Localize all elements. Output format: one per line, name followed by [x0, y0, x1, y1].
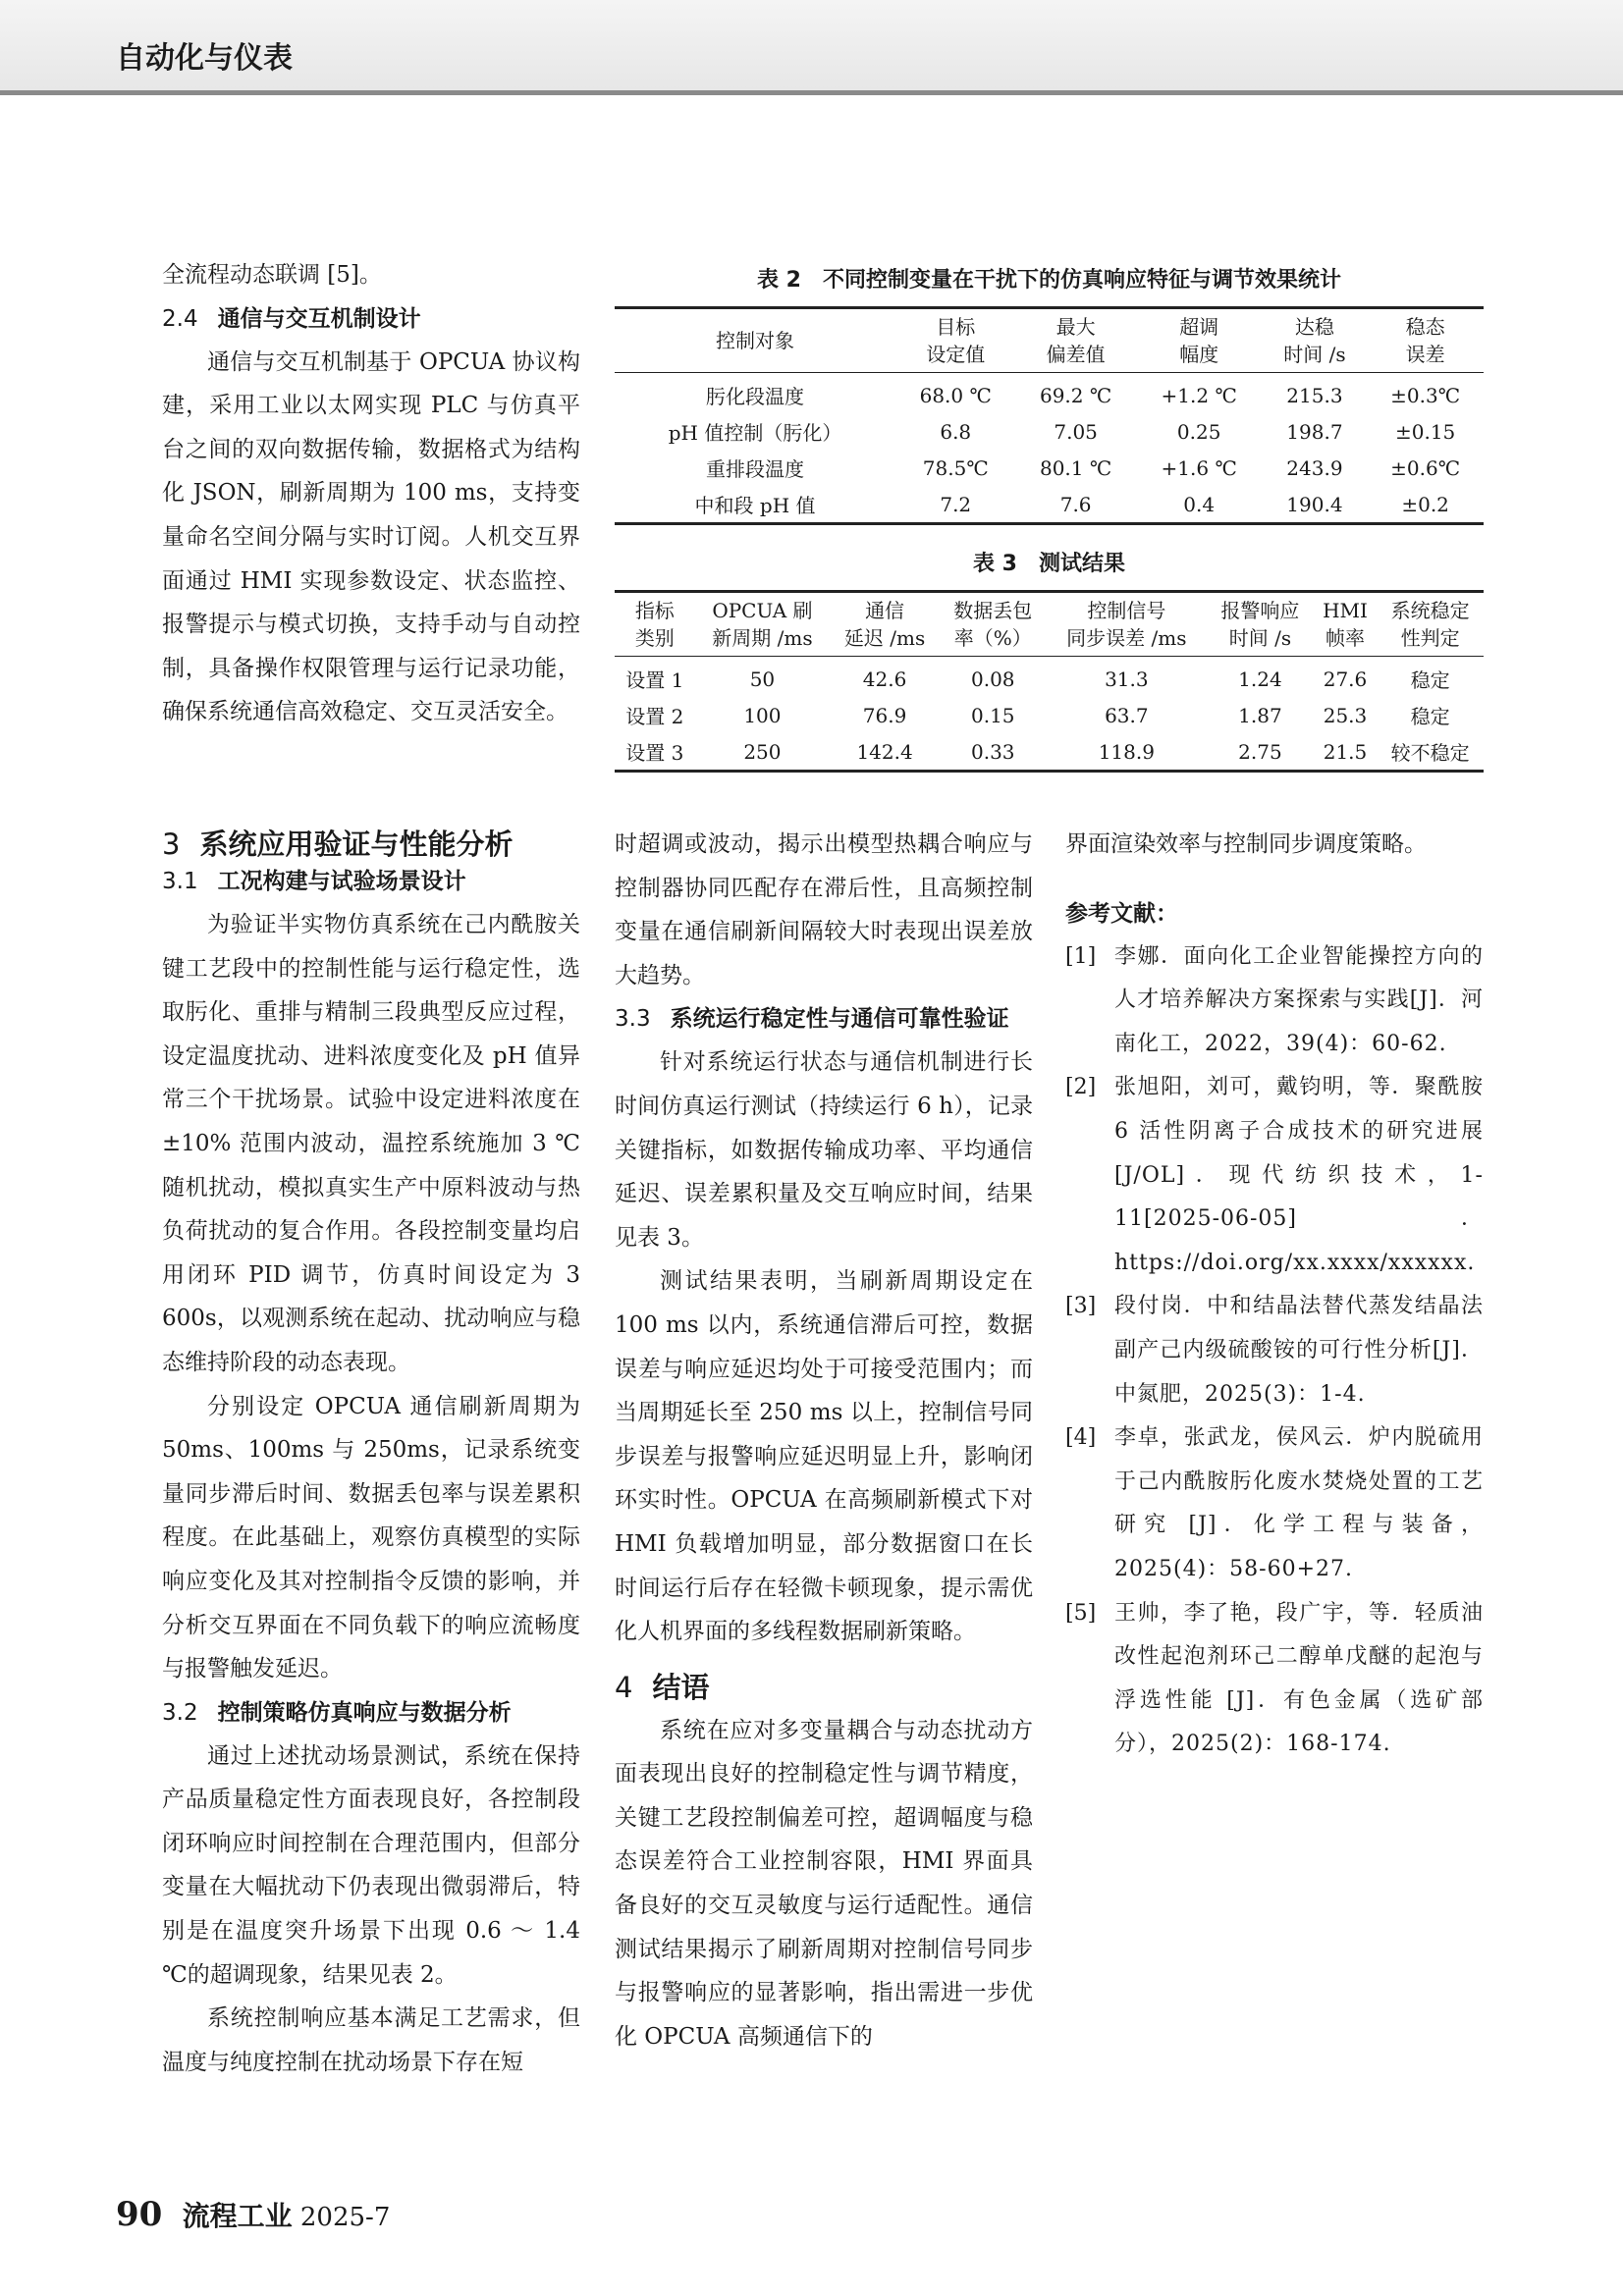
table-cell: +1.2 ℃ — [1161, 383, 1237, 407]
column-header-line: 时间 /s — [1283, 343, 1346, 366]
column-header-line: OPCUA 刷 — [712, 599, 813, 622]
right-column — [1065, 823, 1484, 1767]
table-cell: 7.2 — [940, 492, 972, 516]
column-header-line: 报警响应 — [1220, 599, 1300, 622]
table-cell: 0.4 — [1183, 492, 1216, 516]
column-header — [615, 592, 695, 657]
table-cell: 25.3 — [1323, 703, 1368, 727]
table-cell: 较不稳定 — [1390, 741, 1470, 765]
table-cell: 1.87 — [1238, 703, 1282, 727]
column-header-line: 指标 — [634, 599, 675, 622]
column-header — [1207, 592, 1314, 657]
table-header-row — [615, 308, 1484, 373]
table-cell: 69.2 ℃ — [1039, 383, 1112, 407]
table-cell: ±0.2 — [1401, 492, 1449, 516]
column-header-line: 类别 — [634, 626, 675, 650]
section-number: 3.2 — [162, 1699, 198, 1726]
reference-text: 段付岗．中和结晶法替代蒸发结晶法副产己内级硫酸铵的可行性分析[J]．中氮肥，2025(3)：1-4. — [1114, 1294, 1484, 1407]
section-3-3-heading — [615, 997, 1033, 1041]
page-header — [0, 0, 1623, 95]
reference-text: 张旭阳，刘可，戴钧明，等．聚酰胺 6 活性阴离子合成技术的研究进展 [J/OL]．现代纺织技术，1-11[2025-06-05]．https://doi.org/xx.xxxx/xxxxxx. — [1114, 1075, 1484, 1275]
table-cell: 76.9 — [862, 703, 907, 727]
reference-text: 李娜．面向化工企业智能操控方向的人才培养解决方案探索与实践[J]．河南化工，2022，39(4)：60-62. — [1114, 943, 1484, 1056]
reference-number: [1] — [1065, 943, 1097, 969]
reference-text: 王帅，李了艳，段广宇，等．轻质油改性起泡剂环己二醇单戊醚的起泡与浮选性能 [J]．有色金属（选矿部分），2025(2)：168-174. — [1114, 1600, 1484, 1757]
table-2 — [615, 306, 1484, 525]
table-cell: 0.25 — [1176, 419, 1221, 444]
table-cell: 42.6 — [862, 667, 907, 691]
table-2-title: 表 2 不同控制变量在干扰下的仿真响应特征与调节效果统计 — [757, 268, 1341, 293]
section-number: 3.3 — [615, 1006, 651, 1033]
reference-item — [1065, 935, 1484, 1067]
table-cell: 27.6 — [1323, 667, 1368, 691]
column-header-line: 通信 — [865, 599, 905, 622]
column-header-line: 偏差值 — [1046, 343, 1106, 366]
table-cell: 31.3 — [1105, 667, 1149, 691]
column-header-line: 最大 — [1055, 315, 1096, 339]
section-title: 系统运行稳定性与通信可靠性验证 — [670, 1006, 1009, 1033]
table-row — [615, 657, 1484, 698]
reference-list — [1065, 935, 1484, 1767]
table-cell: 中和段 pH 值 — [694, 494, 816, 517]
section-number: 3.1 — [162, 869, 198, 894]
column-header — [1047, 592, 1207, 657]
table-cell: pH 值控制（肟化） — [668, 421, 842, 445]
reference-number: [3] — [1065, 1294, 1097, 1319]
column-header-line: 系统稳定 — [1390, 599, 1470, 622]
column-header-line: 同步误差 /ms — [1066, 626, 1187, 650]
table-cell: 63.7 — [1105, 703, 1149, 727]
page-number: 90 — [116, 2195, 163, 2234]
column-header — [895, 308, 1015, 373]
column-header-line: HMI — [1323, 599, 1368, 622]
table-3-title: 表 3 测试结果 — [973, 552, 1125, 576]
column-header — [1377, 592, 1484, 657]
column-header-line: 控制对象 — [716, 329, 795, 352]
table-cell: 稳定 — [1410, 668, 1450, 692]
reference-item — [1065, 1066, 1484, 1285]
column-header-line: 延迟 /ms — [843, 626, 926, 650]
table-cell: 1.24 — [1238, 667, 1282, 691]
section-title: 结语 — [652, 1670, 710, 1704]
references-heading: 参考文献： — [1065, 900, 1178, 927]
section-2-4-heading — [162, 297, 580, 341]
column-header-line: 幅度 — [1179, 343, 1219, 366]
table-cell: 80.1 ℃ — [1039, 455, 1112, 480]
paragraph: 界面渲染效率与控制同步调度策略。 — [1065, 831, 1427, 857]
column-header-line: 率（%） — [953, 626, 1032, 650]
table-cell: 6.8 — [940, 419, 972, 444]
table-cell: ±0.3℃ — [1390, 383, 1461, 407]
reference-number: [4] — [1065, 1425, 1097, 1451]
table-row — [615, 733, 1484, 772]
section-title: 工况构建与试验场景设计 — [217, 869, 466, 894]
column-header-line: 数据丢包 — [953, 599, 1033, 622]
table-row — [615, 450, 1484, 486]
reference-number: [2] — [1065, 1075, 1097, 1100]
reference-item — [1065, 1592, 1484, 1767]
section-title: 控制策略仿真响应与数据分析 — [217, 1699, 512, 1726]
table-cell: 7.05 — [1054, 419, 1098, 444]
table-cell: 设置 2 — [625, 705, 684, 728]
table-cell: 100 — [743, 703, 782, 727]
section-number: 3 — [162, 828, 181, 861]
column-header — [1367, 308, 1484, 373]
table-cell: 0.08 — [971, 667, 1015, 691]
table-3 — [615, 590, 1484, 773]
column-header — [940, 592, 1047, 657]
table-cell: 设置 3 — [625, 741, 684, 765]
column-header — [695, 592, 831, 657]
table-cell: 198.7 — [1286, 419, 1343, 444]
section-title: 系统应用验证与性能分析 — [199, 828, 514, 861]
table-cell: 21.5 — [1323, 739, 1368, 764]
journal-section-title: 自动化与仪表 — [116, 41, 293, 76]
paragraph: 测试结果表明，当刷新周期设定在 100 ms 以内，系统通信滞后可控，数据误差与响应延迟均处于可接受范围内；而当周期延长至 250 ms 以上，控制信号同步误差与报警响应延迟明显上升，影响闭环实时性。OPCUA 在高频刷新模式下对 HMI 负载增加明显，部分数据窗口在长时间运行后存在轻微卡顿现象，提示需优化人机界面的多线程数据刷新策略。 — [615, 1268, 1033, 1645]
column-header-line: 时间 /s — [1228, 626, 1292, 650]
table-cell: 50 — [749, 667, 776, 691]
table-cell: 0.33 — [971, 739, 1015, 764]
left-column-bottom — [162, 823, 580, 2084]
paragraph: 通过上述扰动场景测试，系统在保持产品质量稳定性方面表现良好，各控制段闭环响应时间控制在合理范围内，但部分变量在大幅扰动下仍表现出微弱滞后，特别是在温度突升场景下出现 0.6 ～ 1.4 ℃的超调现象，结果见表 2。 — [162, 1742, 580, 1988]
table-cell: 250 — [743, 739, 782, 764]
section-number: 4 — [615, 1670, 633, 1704]
paragraph: 系统控制响应基本满足工艺需求，但温度与纯度控制在扰动场景下存在短 — [162, 2005, 580, 2075]
table-cell: 重排段温度 — [706, 457, 805, 481]
column-header-line: 达稳 — [1294, 315, 1334, 339]
table-row — [615, 697, 1484, 733]
table-cell: 设置 1 — [625, 668, 684, 692]
column-header-line: 目标 — [936, 315, 976, 339]
table-row — [615, 413, 1484, 450]
table-cell: 243.9 — [1286, 455, 1343, 480]
issue-date: 2025-7 — [299, 2203, 391, 2232]
section-title: 通信与交互机制设计 — [217, 305, 421, 332]
left-column-top — [162, 253, 580, 734]
column-header-line: 误差 — [1405, 343, 1445, 366]
section-3-1-heading — [162, 860, 580, 903]
column-header — [615, 308, 895, 373]
table-cell: 215.3 — [1286, 383, 1343, 407]
column-header — [1136, 308, 1263, 373]
paragraph: 为验证半实物仿真系统在己内酰胺关键工艺段中的控制性能与运行稳定性，选取肟化、重排与精制三段典型反应过程，设定温度扰动、进料浓度变化及 pH 值异常三个干扰场景。试验中设定进料浓度在 ±10% 范围内波动，温控系统施加 3 ℃随机扰动，模拟真实生产中原料波动与热负荷扰动的复合作用。各段控制变量均启用闭环 PID 调节，仿真时间设定为 3 600s，以观测系统在起动、扰动响应与稳态维持阶段的动态表现。 — [162, 912, 580, 1375]
section-number: 2.4 — [162, 305, 198, 332]
column-header-line: 帧率 — [1325, 626, 1365, 650]
column-header — [830, 592, 940, 657]
table-cell: 78.5℃ — [922, 455, 989, 480]
column-header-line: 性判定 — [1400, 626, 1460, 650]
table-cell: 稳定 — [1410, 705, 1450, 728]
table-cell: 2.75 — [1238, 739, 1282, 764]
table-cell: 68.0 ℃ — [919, 383, 992, 407]
paragraph: 针对系统运行状态与通信机制进行长时间仿真运行测试（持续运行 6 h），记录关键指标，如数据传输成功率、平均通信延迟、误差累积量及交互响应时间，结果见表 3。 — [615, 1049, 1033, 1251]
table-row — [615, 373, 1484, 414]
table-cell: ±0.15 — [1394, 419, 1456, 444]
paragraph: 分别设定 OPCUA 通信刷新周期为 50ms、100ms 与 250ms，记录系统变量同步滞后时间、数据丢包率与误差累积程度。在此基础上，观察仿真模型的实际响应变化及其对控制指令反馈的影响，并分析交互界面在不同负载下的响应流畅度与报警触发延迟。 — [162, 1393, 580, 1682]
section-3-2-heading — [162, 1691, 580, 1735]
table-cell: 190.4 — [1286, 492, 1343, 516]
table-cell: 142.4 — [856, 739, 913, 764]
table-cell: 118.9 — [1098, 739, 1155, 764]
journal-name: 流程工业 — [182, 2200, 293, 2232]
table-cell: ±0.6℃ — [1390, 455, 1461, 480]
paragraph: 通信与交互机制基于 OPCUA 协议构建，采用工业以太网实现 PLC 与仿真平台之间的双向数据传输，数据格式为结构化 JSON，刷新周期为 100 ms，支持变量命名空间分隔与实时订阅。人机交互界面通过 HMI 实现参数设定、状态监控、报警提示与模式切换，支持手动与自动控制，具备操作权限管理与运行记录功能，确保系统通信高效稳定、交互灵活安全。 — [162, 348, 580, 725]
paragraph: 系统在应对多变量耦合与动态扰动方面表现出良好的控制稳定性与调节精度，关键工艺段控制偏差可控，超调幅度与稳态误差符合工业控制容限，HMI 界面具备良好的交互灵敏度与运行适配性。通信测试结果揭示了刷新周期对控制信号同步与报警响应的显著影响，指出需进一步优化 OPCUA 高频通信下的 — [615, 1717, 1033, 2050]
column-header-line: 设定值 — [926, 343, 986, 366]
column-header-line: 稳态 — [1405, 315, 1445, 339]
column-header-line: 新周期 /ms — [712, 626, 813, 650]
paragraph: 全流程动态联调 [5]。 — [162, 262, 382, 288]
column-header — [1314, 592, 1377, 657]
reference-number: [5] — [1065, 1600, 1097, 1626]
paragraph: 时超调或波动，揭示出模型热耦合响应与控制器协同匹配存在滞后性，且高频控制变量在通信刷新间隔较大时表现出误差放大趋势。 — [615, 831, 1033, 988]
column-header — [1015, 308, 1135, 373]
table-cell: 肟化段温度 — [706, 385, 805, 408]
table-cell: 7.6 — [1059, 492, 1092, 516]
column-header — [1263, 308, 1368, 373]
middle-column — [615, 823, 1033, 2058]
table-row — [615, 486, 1484, 524]
table-cell: +1.6 ℃ — [1161, 455, 1237, 480]
column-header-line: 超调 — [1179, 315, 1219, 339]
column-header-line: 控制信号 — [1087, 599, 1166, 622]
section-4-heading — [615, 1666, 1033, 1709]
table-header-row — [615, 592, 1484, 657]
reference-item — [1065, 1416, 1484, 1591]
reference-text: 李卓，张武龙，侯风云．炉内脱硫用于己内酰胺肟化废水焚烧处置的工艺研究 [J]．化学工程与装备，2025(4)：58-60+27. — [1114, 1425, 1484, 1581]
reference-item — [1065, 1285, 1484, 1416]
table-cell: 0.15 — [971, 703, 1015, 727]
page-footer — [116, 2195, 390, 2234]
